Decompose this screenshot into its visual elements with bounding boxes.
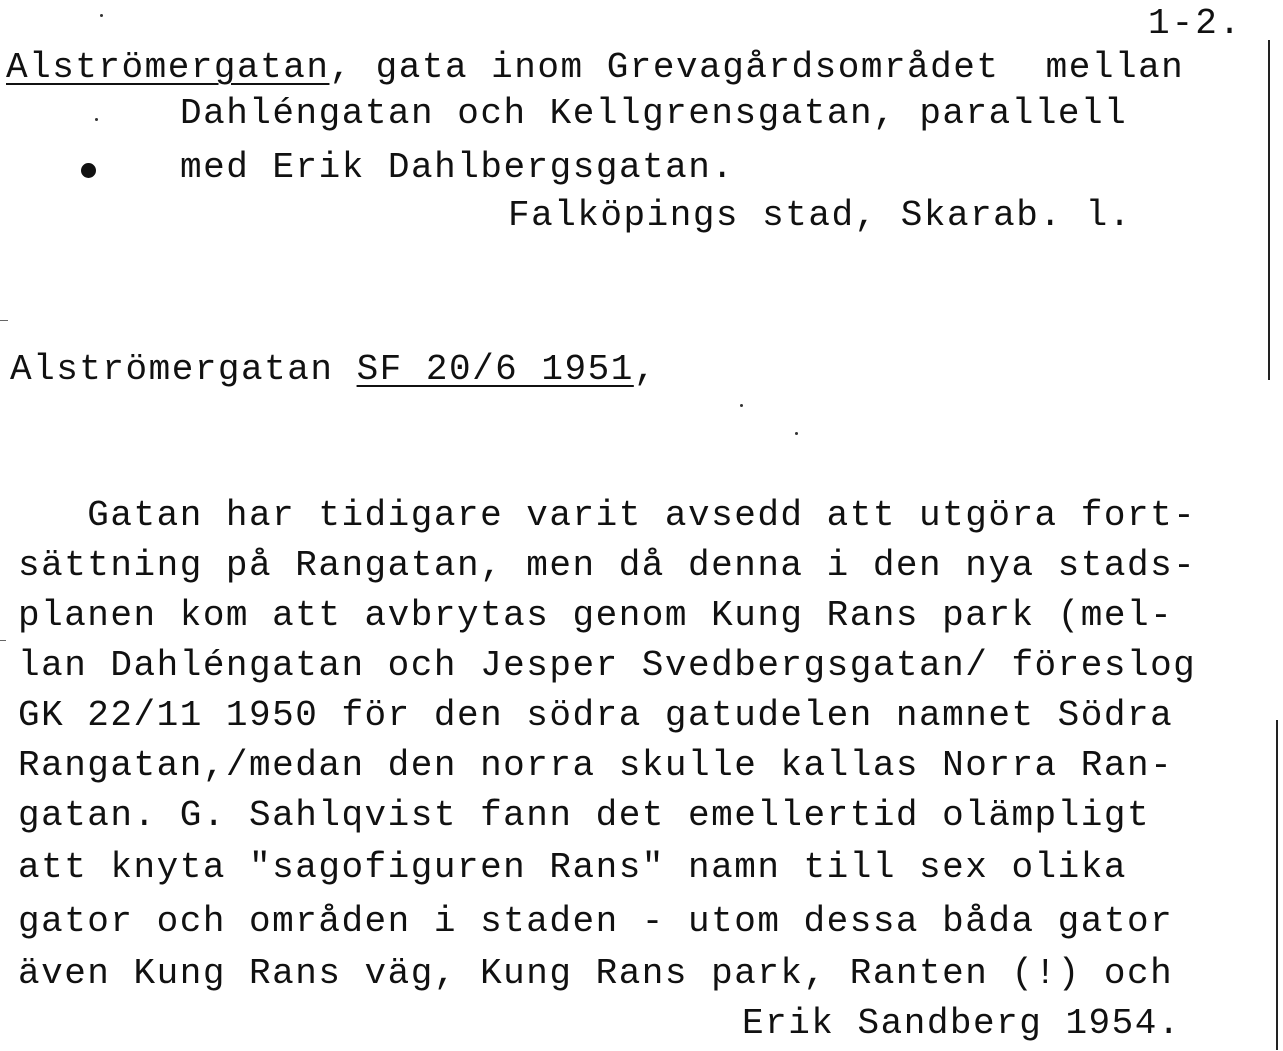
decision-comma: , [633, 349, 657, 390]
header-line-2: Dahléngatan och Kellgrensgatan, parallell [180, 93, 1128, 134]
scan-speck [740, 404, 743, 407]
street-name: Alströmergatan [6, 47, 330, 88]
decision-reference: SF 20/6 1951 [356, 349, 634, 390]
scan-tick [0, 320, 8, 321]
body-line: att knyta "sagofiguren Rans" namn till sex olika [18, 847, 1127, 888]
decision-street-name: Alströmergatan [10, 349, 334, 390]
body-line: GK 22/11 1950 för den södra gatudelen namnet Södra [18, 695, 1174, 736]
body-line: Gatan har tidigare varit avsedd att utgöra fort- [18, 495, 1197, 536]
scan-tick [0, 640, 6, 641]
body-line: sättning på Rangatan, men då denna i den nya stads- [18, 545, 1197, 586]
location-line: Falköpings stad, Skarab. l. [508, 195, 1132, 236]
scan-speck [100, 14, 103, 17]
hole-punch-dot [81, 163, 96, 178]
scan-speck [795, 432, 798, 435]
body-line: lan Dahléngatan och Jesper Svedbergsgatan/ föreslog [18, 645, 1197, 686]
card-edge [1268, 40, 1270, 380]
body-line: Rangatan,/medan den norra skulle kallas Norra Ran- [18, 745, 1174, 786]
scan-speck [95, 118, 98, 121]
decision-line [10, 350, 657, 390]
signature: Erik Sandberg 1954. [742, 1003, 1181, 1044]
header-line-3: med Erik Dahlbergsgatan. [180, 147, 735, 188]
body-line: även Kung Rans väg, Kung Rans park, Ranten (!) och [18, 953, 1174, 994]
body-line: planen kom att avbrytas genom Kung Rans park (mel- [18, 595, 1174, 636]
body-line: gatan. G. Sahlqvist fann det emellertid olämpligt [18, 795, 1151, 836]
header-line-1 [6, 48, 1184, 88]
body-line: gator och områden i staden - utom dessa båda gator [18, 901, 1174, 942]
card-edge [1276, 720, 1278, 1050]
page-number: 1-2. [1148, 3, 1243, 44]
street-description: , gata inom Grevagårdsområdet mellan [329, 47, 1185, 88]
